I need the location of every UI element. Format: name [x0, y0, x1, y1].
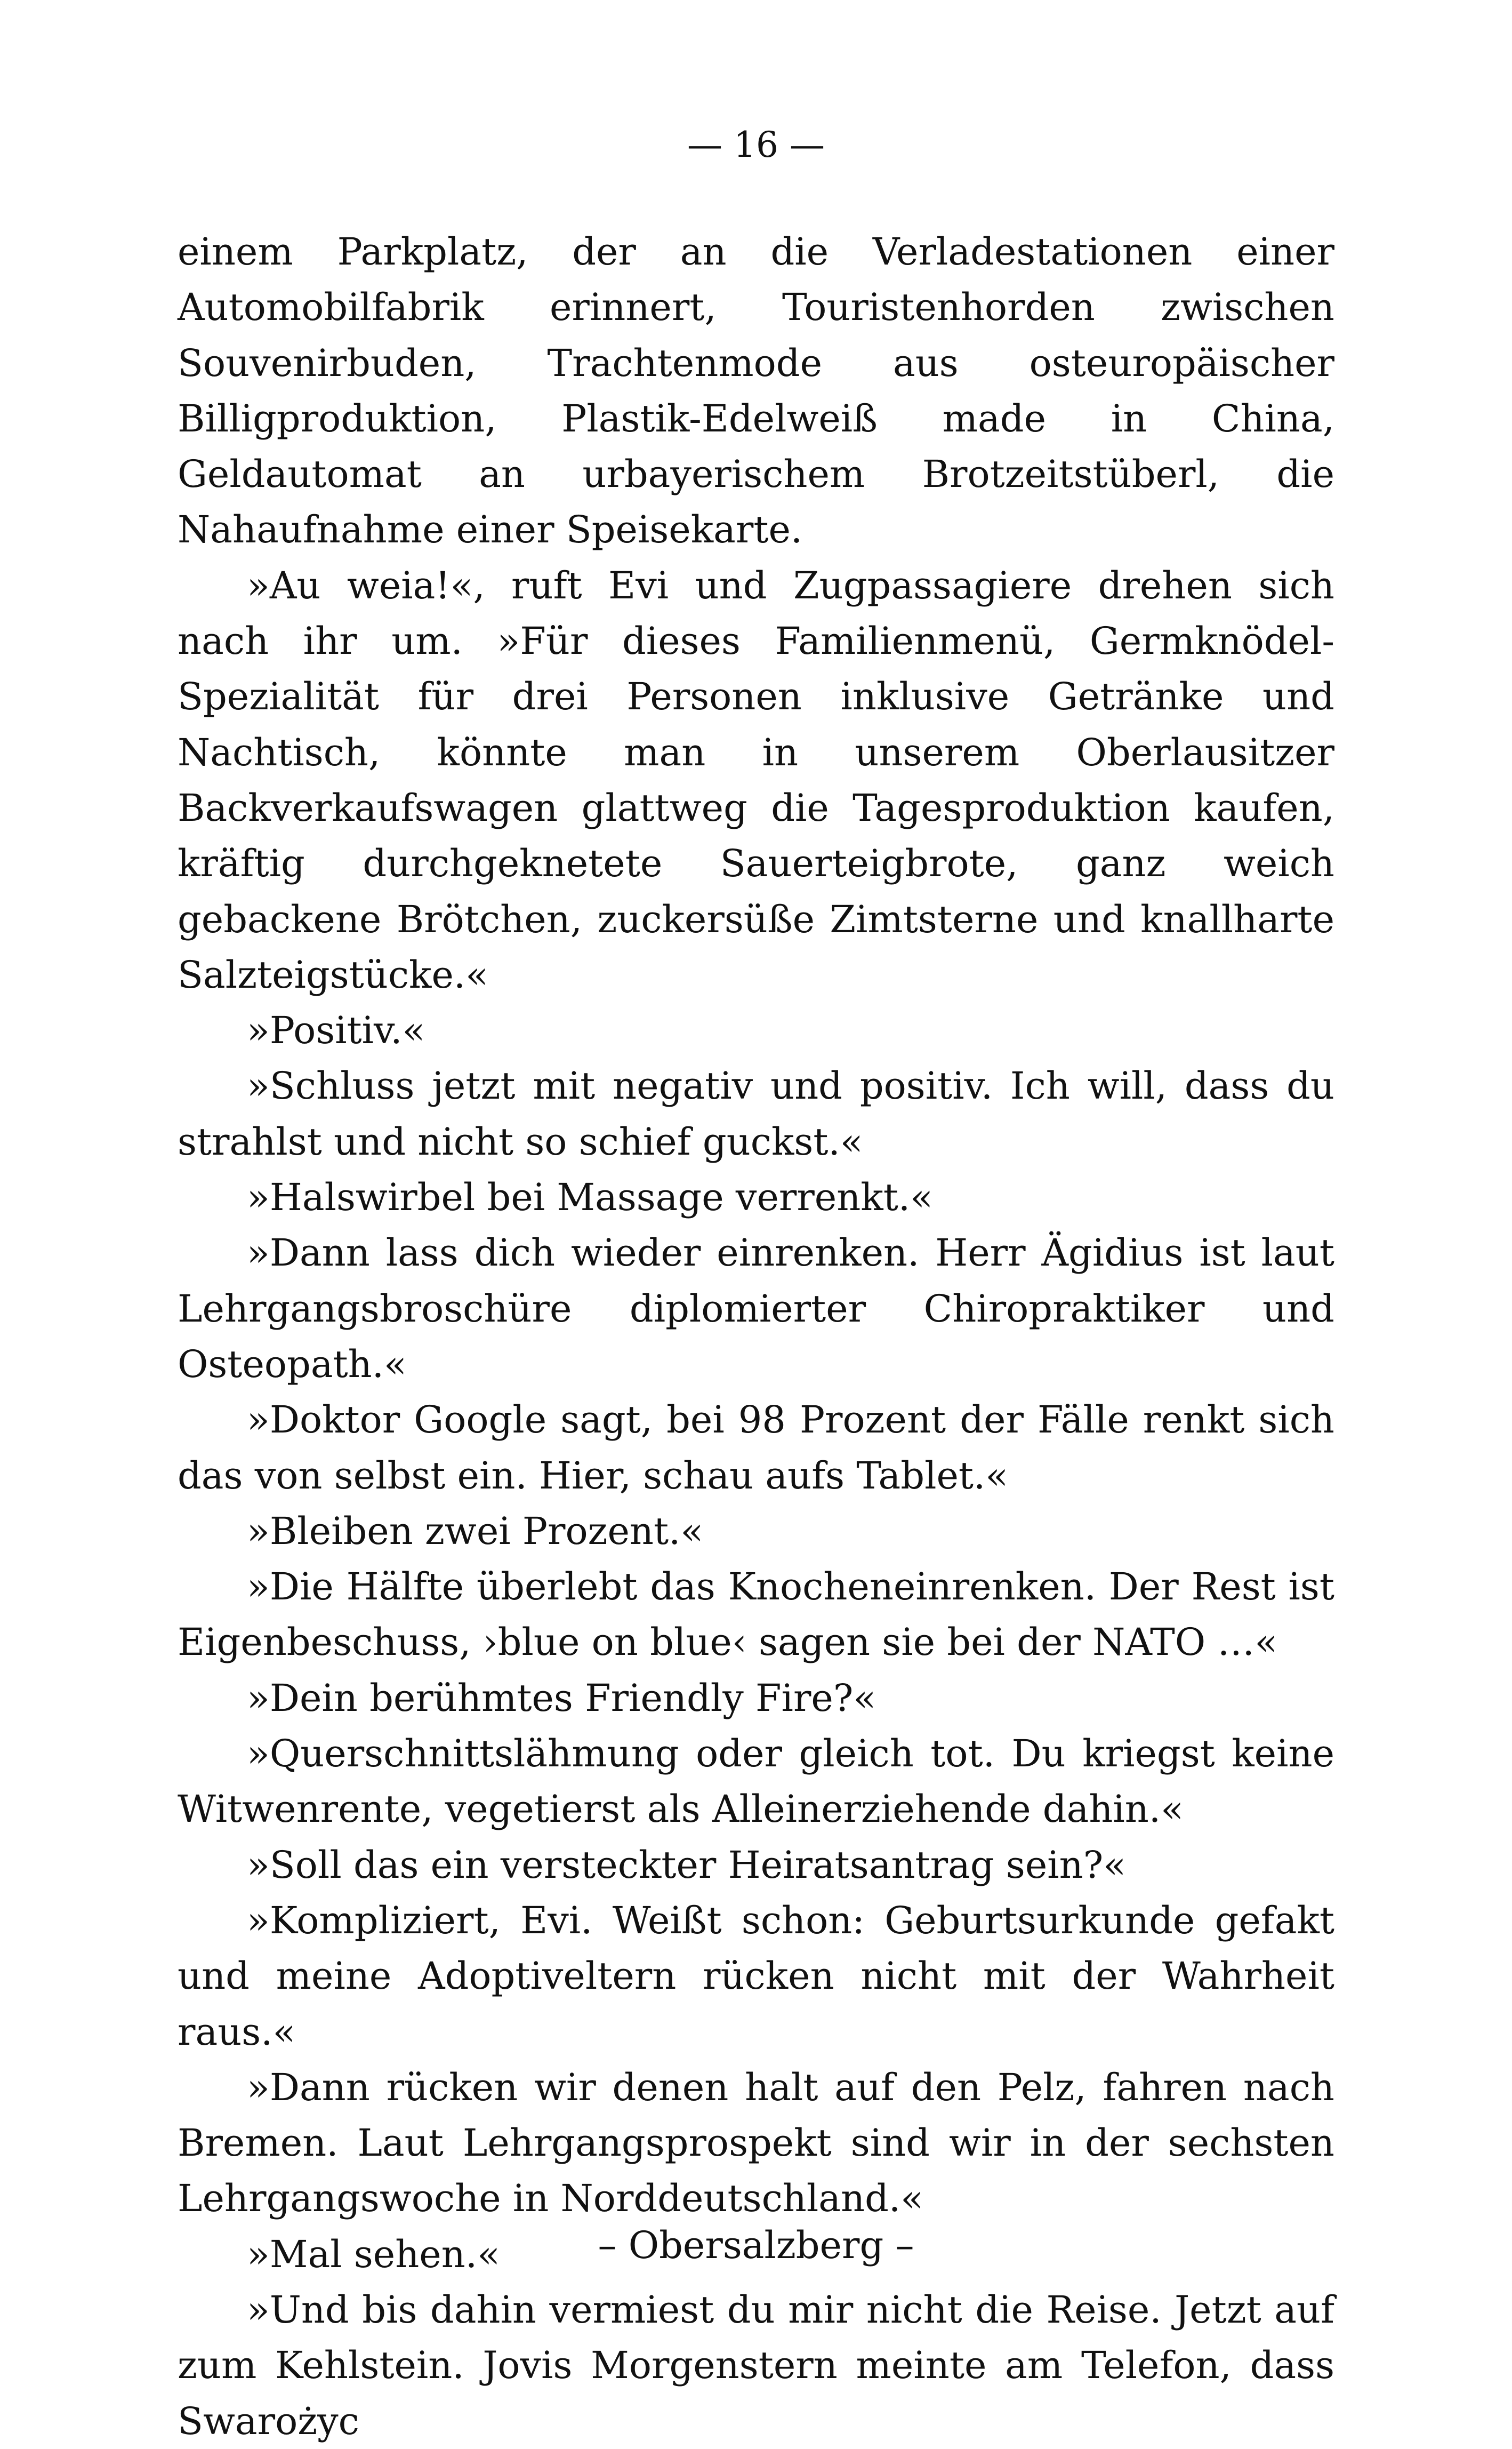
paragraph: »Doktor Google sagt, bei 98 Prozent der Fälle renkt sich das von selbst ein. Hier, schau aufs Tablet.«	[178, 1398, 1334, 1498]
paragraph: »Mal sehen.«	[247, 2232, 500, 2276]
body-text	[178, 224, 1334, 2449]
paragraph: »Querschnittslähmung oder gleich tot. Du kriegst keine Witwenrente, vegetierst als Alleinerziehende dahin.«	[178, 1732, 1334, 1831]
paragraph: »Schluss jetzt mit negativ und positiv. Ich will, dass du strahlst und nicht so schief guckst.«	[178, 1064, 1334, 1164]
paragraph: »Und bis dahin vermiest du mir nicht die Reise. Jetzt auf zum Kehlstein. Jovis Morgenstern meinte am Telefon, dass Swarożyc	[178, 2287, 1334, 2443]
page-number: — 16 —	[687, 124, 825, 165]
running-footer: – Obersalzberg –	[598, 2223, 914, 2267]
paragraph: »Au weia!«, ruft Evi und Zugpassagiere drehen sich nach ihr um. »Für dieses Familienmenü, Germknödel-Spezialität für drei Personen inklusive Getränke und Nachtisch, könnte man in unserem Oberlausitzer Backverkaufswagen glattweg die Tagesproduktion kaufen, kräftig durchgeknetete Sauerteigbrote, ganz weich gebackene Brötchen, zuckersüße Zimtsterne und knallharte Salzteigstücke.«	[178, 563, 1334, 997]
paragraph: »Dann rücken wir denen halt auf den Pelz, fahren nach Bremen. Laut Lehrgangsprospekt sind wir in der sechsten Lehrgangswoche in Norddeutschland.«	[178, 2065, 1334, 2221]
paragraph: »Soll das ein versteckter Heiratsantrag sein?«	[247, 1843, 1127, 1887]
paragraph: »Halswirbel bei Massage verrenkt.«	[247, 1175, 933, 1220]
paragraph: »Die Hälfte überlebt das Knocheneinrenken. Der Rest ist Eigenbeschuss, ›blue on blue‹ sagen sie bei der NATO …«	[178, 1565, 1334, 1664]
paragraph: »Positiv.«	[247, 1009, 425, 1053]
paragraph: einem Parkplatz, der an die Verladestationen einer Automobilfabrik erinnert, Touristenhorden zwischen Souvenirbuden, Trachtenmode aus osteuropäischer Billigproduktion, Plastik-Edelweiß made in China, Geldautomat an urbayerischem Brotzeitstüberl, die Nahaufnahme einer Speisekarte.	[178, 230, 1334, 552]
paragraph: »Dann lass dich wieder einrenken. Herr Ägidius ist laut Lehrgangsbroschüre diplomierter Chiropraktiker und Osteopath.«	[178, 1231, 1334, 1386]
paragraph: »Kompliziert, Evi. Weißt schon: Geburtsurkunde gefakt und meine Adoptiveltern rücken nicht mit der Wahrheit raus.«	[178, 1898, 1334, 2054]
paragraph: »Bleiben zwei Prozent.«	[247, 1509, 704, 1553]
paragraph: »Dein berühmtes Friendly Fire?«	[247, 1676, 876, 1720]
